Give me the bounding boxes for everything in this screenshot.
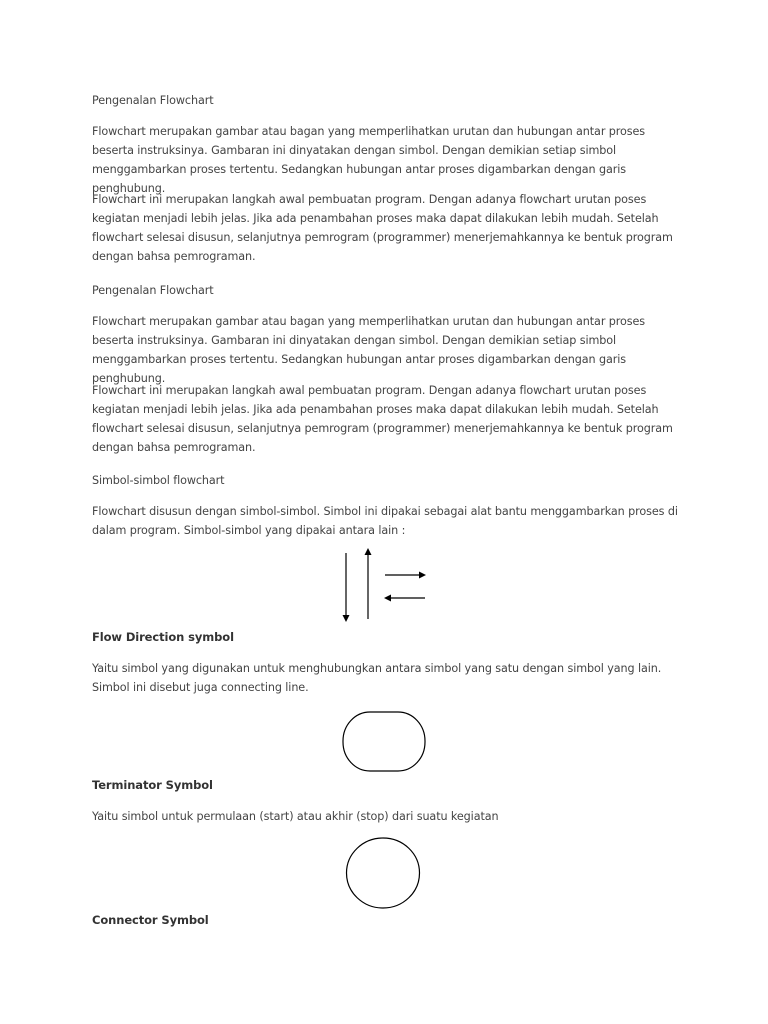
section-heading: Simbol-simbol flowchart — [92, 474, 225, 487]
paragraph: Flowchart merupakan gambar atau bagan yang memperlihatkan urutan dan hubungan antar proses beserta instruksinya. Gambaran ini dinyatakan dengan simbol. Dengan demikian setiap simbol menggambarkan proses tertentu. Sedangkan hubungan antar proses digambarkan dengan garis penghubung. — [92, 125, 646, 195]
paragraph: Flowchart merupakan gambar atau bagan yang memperlihatkan urutan dan hubungan antar proses beserta instruksinya. Gambaran ini dinyatakan dengan simbol. Dengan demikian setiap simbol menggambarkan proses tertentu. Sedangkan hubungan antar proses digambarkan dengan garis penghubung. — [92, 315, 646, 385]
section-heading: Pengenalan Flowchart — [92, 94, 214, 107]
paragraph: Flowchart ini merupakan langkah awal pembuatan program. Dengan adanya flowchart urutan poses kegiatan menjadi lebih jelas. Jika ada penambahan proses maka dapat dilakukan lebih mudah. Setelah flowchart selesai disusun, selanjutnya pemrogram (programmer) menerjemahkannya ke bentuk program dengan bahsa pemrograman. — [92, 384, 673, 454]
section-heading: Pengenalan Flowchart — [92, 284, 214, 297]
symbol-title: Flow Direction symbol — [92, 630, 234, 644]
paragraph: Flowchart ini merupakan langkah awal pembuatan program. Dengan adanya flowchart urutan poses kegiatan menjadi lebih jelas. Jika ada penambahan proses maka dapat dilakukan lebih mudah. Setelah flowchart selesai disusun, selanjutnya pemrogram (programmer) menerjemahkannya ke bentuk program dengan bahsa pemrograman. — [92, 193, 673, 263]
flow-direction-symbol — [335, 545, 435, 625]
paragraph: Flowchart disusun dengan simbol-simbol. Simbol ini dipakai sebagai alat bantu menggambarkan proses di dalam program. Simbol-simbol yang dipakai antara lain : — [92, 505, 678, 537]
symbol-title: Terminator Symbol — [92, 778, 213, 792]
paragraph: Yaitu simbol untuk permulaan (start) atau akhir (stop) dari suatu kegiatan — [92, 810, 499, 823]
paragraph: Yaitu simbol yang digunakan untuk menghubungkan antara simbol yang satu dengan simbol yang lain. Simbol ini disebut juga connecting line. — [92, 662, 662, 694]
terminator-symbol — [340, 710, 430, 774]
connector-symbol — [343, 835, 425, 911]
symbol-title: Connector Symbol — [92, 913, 209, 927]
